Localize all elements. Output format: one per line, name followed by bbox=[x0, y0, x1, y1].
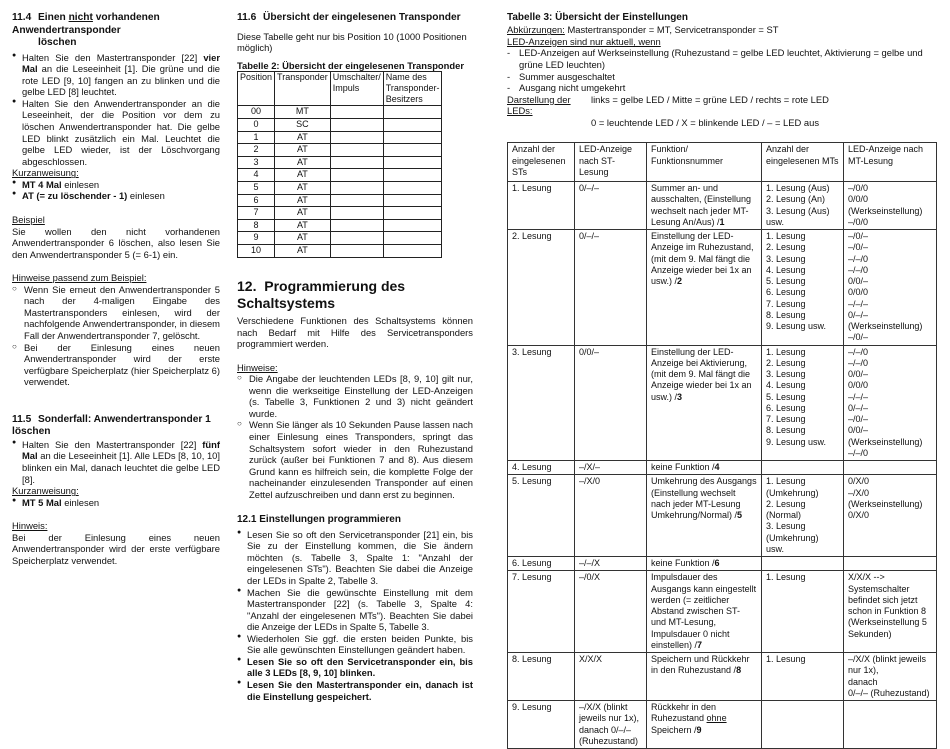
table-row bbox=[508, 230, 937, 346]
st-count-cell: 6. Lesung bbox=[508, 557, 575, 571]
table-row bbox=[508, 475, 937, 557]
table-cell: 0 bbox=[238, 119, 275, 132]
table-cell bbox=[383, 144, 442, 157]
cell-line: –/X/0 (Werkseinstellung) bbox=[848, 487, 923, 509]
cell-text: Umkehrung des Ausgangs (Einstellung wechselt nach jeder MT-Lesung Umkehrung/Normal) / bbox=[651, 476, 757, 521]
section-12-1-title: 12.1 Einstellungen programmieren bbox=[237, 514, 401, 526]
table-cell bbox=[330, 219, 383, 232]
section-11-4-steps bbox=[12, 52, 220, 168]
table-cell: 8 bbox=[238, 219, 275, 232]
cell-line: 6. Lesung bbox=[766, 287, 806, 298]
table-cell bbox=[330, 207, 383, 220]
cell-line: 0/0/0 bbox=[848, 380, 869, 391]
cell-line: 5. Lesung bbox=[766, 276, 806, 287]
cell-line: 9. Lesung usw. bbox=[766, 436, 827, 447]
cell-text: 7 bbox=[697, 639, 703, 650]
beispiel-label: Beispiel bbox=[12, 213, 45, 225]
cell-line: 3. Lesung (Umkehrung) usw. bbox=[766, 521, 819, 554]
cell-line: 3. Lesung bbox=[766, 253, 806, 264]
table-cell bbox=[383, 156, 442, 169]
cell-line: 0/0/0 bbox=[848, 287, 869, 298]
step-item: ● Halten Sie den Mastertransponder [22] vier Mal an die Leseeinheit [1]. Die grüne und die rote LED [9, 10] fangen an zu blinken und die gelbe LED [8] leuchtet. bbox=[12, 52, 220, 98]
table-row bbox=[238, 169, 442, 182]
table-row bbox=[238, 219, 442, 232]
led-st-cell: 0/–/– bbox=[575, 182, 647, 230]
table-cell: 6 bbox=[238, 194, 275, 207]
condition-item: - Summer ausgeschaltet bbox=[507, 71, 937, 83]
cell-line: –/–/0 bbox=[848, 253, 869, 264]
table-header: Anzahl der eingelesenen MTs bbox=[762, 143, 844, 182]
led-mt-cell bbox=[844, 345, 937, 461]
condition-item: - Ausgang nicht umgekehrt bbox=[507, 82, 937, 94]
table-row bbox=[508, 182, 937, 230]
cell-line: 6. Lesung bbox=[766, 402, 806, 413]
cell-text: Speichern und Rückkehr in den Ruhezustand / bbox=[651, 654, 750, 676]
kurzanweisung-list bbox=[12, 497, 220, 509]
kurz-item: ● MT 5 Mal einlesen bbox=[12, 497, 220, 509]
cell-text: keine Funktion / bbox=[651, 462, 715, 473]
table-row bbox=[238, 131, 442, 144]
cell-line: –/–/– bbox=[848, 298, 869, 309]
kurz-item: ● MT 4 Mal einlesen bbox=[12, 179, 220, 191]
led-conditions-label: LED-Anzeigen sind nur aktuell, wenn bbox=[507, 35, 661, 47]
cell-line: 8. Lesung bbox=[766, 309, 806, 320]
table-cell: MT bbox=[275, 106, 331, 119]
kurz-item: ● AT (= zu löschender - 1) einlesen bbox=[12, 190, 220, 202]
table-row bbox=[508, 653, 937, 701]
table-cell: AT bbox=[275, 131, 331, 144]
cell-line: 0/–/– (Ruhezustand) bbox=[848, 687, 930, 698]
table-header: Position bbox=[238, 72, 275, 106]
cell-line: 1. Lesung bbox=[766, 231, 806, 242]
led-st-cell: –/0/X bbox=[575, 571, 647, 653]
table-cell bbox=[383, 106, 442, 119]
cell-text: 4 bbox=[714, 462, 720, 473]
table-header: Umschalter/ Impuls bbox=[330, 72, 383, 106]
cell-text: Einstellung der LED-Anzeige im Ruhezustand, (mit dem 9. Mal fängt die Anzeige wieder bei 1x an usw.) / bbox=[651, 231, 754, 287]
abkuerzungen: Abkürzungen: Mastertransponder = MT, Servicetransponder = ST bbox=[507, 24, 779, 36]
table-cell bbox=[330, 156, 383, 169]
hinweise-list bbox=[237, 373, 473, 500]
led-mt-cell bbox=[844, 701, 937, 749]
mt-count-cell bbox=[762, 461, 844, 475]
table-cell bbox=[383, 194, 442, 207]
table-cell: 00 bbox=[238, 106, 275, 119]
cell-line: –/–/0 bbox=[848, 346, 869, 357]
cell-line: 0/0/– bbox=[848, 276, 869, 287]
column-3 bbox=[507, 12, 937, 749]
step-item: ● Lesen Sie so oft den Servicetransponder [21] ein, bis Sie zu der Einstellung kommen, die Sie ändern möchten (s. Tabelle 3, Spalte 1: "Anzahl der eingelesenen STs"). Beachten Sie dabei die Anzeige der LEDs in Spalte 2, Tabelle 3. bbox=[237, 529, 473, 587]
hinweis-label: Hinweis: bbox=[12, 520, 48, 532]
table-header: Anzahl der eingelesenen STs bbox=[508, 143, 575, 182]
hinweise-label: Hinweise passend zum Beispiel: bbox=[12, 272, 147, 284]
cell-line: –/0/0 bbox=[848, 216, 869, 227]
cell-text: 9 bbox=[696, 724, 702, 735]
hinweis-item: ○ Wenn Sie erneut den Anwendertransponder 5 nach der 4-maligen Eingabe des Mastertransponders einlesen, wird der nachfolgende Anwendertransponder, in diesem Fall der Anwendertransponder 7, gelöscht. bbox=[12, 284, 220, 342]
cell-line: danach bbox=[848, 676, 878, 687]
function-cell bbox=[647, 475, 762, 557]
cell-line: 4. Lesung bbox=[766, 380, 806, 391]
table-row bbox=[508, 461, 937, 475]
kurzanweisung-label: Kurzanweisung: bbox=[12, 485, 79, 497]
column-2 bbox=[237, 12, 473, 702]
table-cell bbox=[330, 244, 383, 257]
led-st-cell: –/X/– bbox=[575, 461, 647, 475]
cell-text: keine Funktion / bbox=[651, 558, 715, 569]
table-header: Name des Transponder-Besitzers bbox=[383, 72, 442, 106]
section-11-6-title: 11.6 Übersicht der eingelesenen Transponder bbox=[237, 12, 461, 23]
cell-line: 9. Lesung usw. bbox=[766, 321, 827, 332]
cell-line: 8. Lesung bbox=[766, 425, 806, 436]
section-12-title: 12. Programmierung des Schaltsystems bbox=[237, 277, 406, 311]
table-cell bbox=[383, 131, 442, 144]
hinweise-list bbox=[12, 284, 220, 388]
hinweis-item: ○ Die Angabe der leuchtenden LEDs [8, 9, 10] gilt nur, wenn die werkseitige Einstellung der LED-Anzeigen (s. Tabelle 3, Funktionen 2 und 3) nicht geändert wurde. bbox=[237, 373, 473, 419]
table-row bbox=[238, 181, 442, 194]
table-cell bbox=[330, 232, 383, 245]
table-cell bbox=[330, 131, 383, 144]
led-st-cell: –/–/X bbox=[575, 557, 647, 571]
cell-line: X/X/X --> Systemschalter befindet sich jetzt schon in Funktion 8 (Werkseinstellung 5 Sekunden) bbox=[848, 572, 927, 639]
cell-line: 0/–/– (Werkseinstellung) bbox=[848, 309, 923, 332]
cell-line: 2. Lesung (An) bbox=[766, 194, 826, 205]
hinweis-item: ○ Wenn Sie länger als 10 Sekunden Pause lassen nach einer Einlesung eines Transponders, springt das Schaltsystem sofort wieder in den Ruhezustand zurück (außer bei Funktionen 7 and 8). Aus diesem Grund kann es hilfreich sein, die komplette Folge der nacheinander einzulesenden Transponder auf einen Zettel aufzuschreiben und dann erst zu beginnen. bbox=[237, 419, 473, 500]
step-item: ● Halten Sie den Anwendertransponder an die Leseeinheit, der die Position vor dem zu löschen Anwendertransponder hat. Die gelbe LED blinkt zusätzlich ein Mal. Leuchtet die gelbe LED wieder, ist der Löschvorgang abgeschlossen. bbox=[12, 98, 220, 167]
cell-line: 0/0/– bbox=[848, 369, 869, 380]
table-cell: AT bbox=[275, 219, 331, 232]
condition-item: - LED-Anzeigen auf Werkseinstellung (Ruhezustand = gelbe LED leuchtet, Aktivierung = gelbe und grüne LED leuchten) bbox=[507, 47, 937, 70]
table-cell bbox=[383, 232, 442, 245]
function-cell bbox=[647, 461, 762, 475]
mt-count-cell bbox=[762, 653, 844, 701]
st-count-cell: 8. Lesung bbox=[508, 653, 575, 701]
mt-count-cell bbox=[762, 230, 844, 346]
column-1 bbox=[12, 12, 220, 567]
table-row bbox=[238, 207, 442, 220]
table-cell: AT bbox=[275, 232, 331, 245]
table-cell: AT bbox=[275, 181, 331, 194]
st-count-cell: 1. Lesung bbox=[508, 182, 575, 230]
table-cell bbox=[383, 244, 442, 257]
cell-line: 1. Lesung bbox=[766, 346, 806, 357]
function-cell bbox=[647, 653, 762, 701]
table-cell: SC bbox=[275, 119, 331, 132]
led-st-cell: –/X/0 bbox=[575, 475, 647, 557]
cell-line: –/–/– bbox=[848, 391, 869, 402]
led-mt-cell bbox=[844, 653, 937, 701]
table-row bbox=[238, 156, 442, 169]
table-header: Transponder bbox=[275, 72, 331, 106]
transponder-table bbox=[237, 71, 442, 257]
table-header: LED-Anzeige nach ST-Lesung bbox=[575, 143, 647, 182]
led-mt-cell bbox=[844, 182, 937, 230]
mt-count-cell bbox=[762, 557, 844, 571]
cell-line: 4. Lesung bbox=[766, 264, 806, 275]
hinweis-item: ○ Bei der Einlesung eines neuen Anwendertransponder wird der erste verfügbare Speicherplatz (hier Speicherplatz 6) verwendet. bbox=[12, 342, 220, 388]
cell-line: –/0/– bbox=[848, 414, 869, 425]
section-11-5-title: 11.5 Sonderfall: Anwendertransponder 1 löschen bbox=[12, 413, 211, 438]
table-row bbox=[238, 144, 442, 157]
cell-line: –/–/0 bbox=[848, 447, 869, 458]
cell-line: –/0/– bbox=[848, 231, 869, 242]
table-cell: 2 bbox=[238, 144, 275, 157]
cell-text: ohne bbox=[706, 713, 727, 724]
table-row bbox=[508, 571, 937, 653]
step-item: ● Lesen Sie so oft den Servicetransponder ein, bis alle 3 LEDs [8, 9, 10] blinken. bbox=[237, 656, 473, 679]
cell-text: 8 bbox=[736, 665, 742, 676]
led-mt-cell bbox=[844, 475, 937, 557]
led-st-cell: 0/0/– bbox=[575, 345, 647, 461]
table-cell bbox=[330, 119, 383, 132]
table-row bbox=[508, 701, 937, 749]
hinweise-label: Hinweise: bbox=[237, 361, 278, 373]
table-cell bbox=[330, 144, 383, 157]
cell-line: 2. Lesung bbox=[766, 357, 806, 368]
beispiel-text: Sie wollen den nicht vorhandenen Anwendertransponder 6 löschen, also lesen Sie den Anwendertransponder 5 (= 6-1) ein. bbox=[12, 225, 220, 260]
mt-count-cell bbox=[762, 571, 844, 653]
table-cell: AT bbox=[275, 194, 331, 207]
section-11-5-steps bbox=[12, 439, 220, 485]
settings-table bbox=[507, 142, 937, 749]
table-cell bbox=[330, 194, 383, 207]
cell-text: 1 bbox=[719, 216, 725, 227]
cell-line: 3. Lesung (Aus) usw. bbox=[766, 205, 830, 227]
cell-line: –/0/0 bbox=[848, 183, 869, 194]
led-st-cell: X/X/X bbox=[575, 653, 647, 701]
cell-line: 2. Lesung (Normal) bbox=[766, 498, 806, 521]
function-cell bbox=[647, 571, 762, 653]
table-cell: 4 bbox=[238, 169, 275, 182]
step-item: ● Halten Sie den Mastertransponder [22] fünf Mal an die Leseeinheit [1]. Alle LEDs [8, 10, 10] blinken ein Mal, danach leuchtet die gelbe LED [8]. bbox=[12, 439, 220, 485]
cell-line: 7. Lesung bbox=[766, 298, 806, 309]
table-cell: 1 bbox=[238, 131, 275, 144]
st-count-cell: 4. Lesung bbox=[508, 461, 575, 475]
cell-line: 1. Lesung bbox=[766, 572, 806, 583]
cell-line: –/–/0 bbox=[848, 357, 869, 368]
table-cell: 9 bbox=[238, 232, 275, 245]
table-cell bbox=[383, 169, 442, 182]
cell-line: –/X/X (blinkt jeweils nur 1x), bbox=[848, 654, 927, 676]
led-legend: Darstellung der LEDs: links = gelbe LED / Mitte = grüne LED / rechts = rote LED bbox=[507, 93, 829, 117]
table-cell: 10 bbox=[238, 244, 275, 257]
table-row bbox=[238, 244, 442, 257]
table-row bbox=[508, 345, 937, 461]
cell-text: 6 bbox=[714, 558, 720, 569]
step-item: ● Machen Sie die gewünschte Einstellung mit dem Mastertransponder [22] (s. Tabelle 3, Spalte 4: "Anzahl der eingelesenen MTs"). Beachten Sie dabei die Anzeige der LEDs in Spalte 5, Tabelle 3. bbox=[237, 587, 473, 633]
cell-line: 0/X/0 bbox=[848, 510, 870, 521]
table-row bbox=[238, 119, 442, 132]
st-count-cell: 7. Lesung bbox=[508, 571, 575, 653]
function-cell bbox=[647, 182, 762, 230]
table-row bbox=[508, 557, 937, 571]
cell-line: 1. Lesung bbox=[766, 654, 806, 665]
cell-text: 5 bbox=[737, 510, 743, 521]
cell-line: –/0/– bbox=[848, 242, 869, 253]
cell-line: 0/X/0 bbox=[848, 476, 870, 487]
cell-line: –/–/0 bbox=[848, 264, 869, 275]
cell-line: 2. Lesung bbox=[766, 242, 806, 253]
cell-line: –/0/– bbox=[848, 332, 869, 343]
cell-text: Speichern / bbox=[651, 724, 697, 735]
cell-line: 0/0/0 (Werkseinstellung) bbox=[848, 194, 923, 216]
cell-text: 3 bbox=[677, 391, 683, 402]
table-cell bbox=[383, 219, 442, 232]
led-legend-2: 0 = leuchtende LED / X = blinkende LED / – = LED aus bbox=[591, 116, 820, 128]
table-cell bbox=[383, 207, 442, 220]
st-count-cell: 3. Lesung bbox=[508, 345, 575, 461]
mt-count-cell bbox=[762, 701, 844, 749]
table-cell bbox=[383, 181, 442, 194]
cell-line: 0/0/– (Werkseinstellung) bbox=[848, 425, 923, 447]
kurzanweisung-label: Kurzanweisung: bbox=[12, 167, 79, 179]
cell-line: 1. Lesung (Aus) bbox=[766, 183, 830, 194]
table-cell: 3 bbox=[238, 156, 275, 169]
step-item: ● Lesen Sie den Mastertransponder ein, danach ist die Einstellung gespeichert. bbox=[237, 679, 473, 702]
mt-count-cell bbox=[762, 475, 844, 557]
section-12-1-steps bbox=[237, 529, 473, 702]
table-header: LED-Anzeige nach MT-Lesung bbox=[844, 143, 937, 182]
table-row bbox=[238, 106, 442, 119]
led-st-cell: 0/–/– bbox=[575, 230, 647, 346]
table-cell: 5 bbox=[238, 181, 275, 194]
table-row bbox=[238, 232, 442, 245]
mt-count-cell bbox=[762, 345, 844, 461]
cell-line: 3. Lesung bbox=[766, 369, 806, 380]
st-count-cell: 5. Lesung bbox=[508, 475, 575, 557]
st-count-cell: 9. Lesung bbox=[508, 701, 575, 749]
table-2-title: Tabelle 2: Übersicht der eingelesenen Transponder bbox=[237, 59, 464, 71]
cell-text: Einstellung der LED-Anzeige bei Aktivierung, (mit dem 9. Mal fängt die Anzeige wieder bei 1x an usw.) / bbox=[651, 346, 752, 402]
cell-text: 2 bbox=[677, 276, 683, 287]
table-row bbox=[238, 194, 442, 207]
section-11-6-intro: Diese Tabelle geht nur bis Position 10 (1000 Positionen möglich) bbox=[237, 30, 467, 54]
led-st-cell: –/X/X (blinkt jeweils nur 1x), danach 0/–/– (Ruhezustand) bbox=[575, 701, 647, 749]
table-cell: AT bbox=[275, 244, 331, 257]
table-cell bbox=[330, 106, 383, 119]
led-conditions-list bbox=[507, 47, 937, 93]
led-mt-cell bbox=[844, 230, 937, 346]
section-11-4-title: 11.4 Einen nicht vorhandenen Anwendertransponder löschen bbox=[12, 12, 160, 49]
function-cell bbox=[647, 701, 762, 749]
step-item: ● Wiederholen Sie ggf. die ersten beiden Punkte, bis Sie alle gewünschten Einstellungen geändert haben. bbox=[237, 633, 473, 656]
table-cell: 7 bbox=[238, 207, 275, 220]
table-cell: AT bbox=[275, 156, 331, 169]
function-cell bbox=[647, 230, 762, 346]
table-cell: AT bbox=[275, 144, 331, 157]
cell-line: 1. Lesung (Umkehrung) bbox=[766, 476, 819, 498]
function-cell bbox=[647, 557, 762, 571]
table-cell: AT bbox=[275, 207, 331, 220]
table-cell bbox=[330, 169, 383, 182]
table-3-title: Tabelle 3: Übersicht der Einstellungen bbox=[507, 12, 688, 23]
function-cell bbox=[647, 345, 762, 461]
cell-line: 7. Lesung bbox=[766, 414, 806, 425]
table-cell: AT bbox=[275, 169, 331, 182]
cell-line: 0/–/– bbox=[848, 402, 869, 413]
st-count-cell: 2. Lesung bbox=[508, 230, 575, 346]
mt-count-cell bbox=[762, 182, 844, 230]
table-cell bbox=[383, 119, 442, 132]
table-cell bbox=[330, 181, 383, 194]
hinweis-text: Bei der Einlesung eines neuen Anwendertransponder wird der erste verfügbare Speicherplatz verwendet. bbox=[12, 531, 220, 566]
cell-text: Impulsdauer des Ausgangs kann eingestellt werden (= zeitlicher Abstand zwischen ST- und MT-Lesung, Impulsdauer 0 nicht einstellen) / bbox=[651, 572, 757, 650]
cell-text: Rückkehr in den Ruhezustand bbox=[651, 702, 717, 724]
table-header: Funktion/ Funktionsnummer bbox=[647, 143, 762, 182]
led-mt-cell bbox=[844, 461, 937, 475]
cell-text: Summer an- und ausschalten, (Einstellung wechselt nach jeder MT-Lesung An/Aus) / bbox=[651, 183, 752, 227]
kurzanweisung-list bbox=[12, 179, 220, 202]
section-12-intro: Verschiedene Funktionen des Schaltsystems können nach Bedarf mit Hilfe des Servicetransponders programmiert werden. bbox=[237, 314, 473, 350]
led-mt-cell bbox=[844, 557, 937, 571]
led-mt-cell bbox=[844, 571, 937, 653]
cell-line: 5. Lesung bbox=[766, 391, 806, 402]
